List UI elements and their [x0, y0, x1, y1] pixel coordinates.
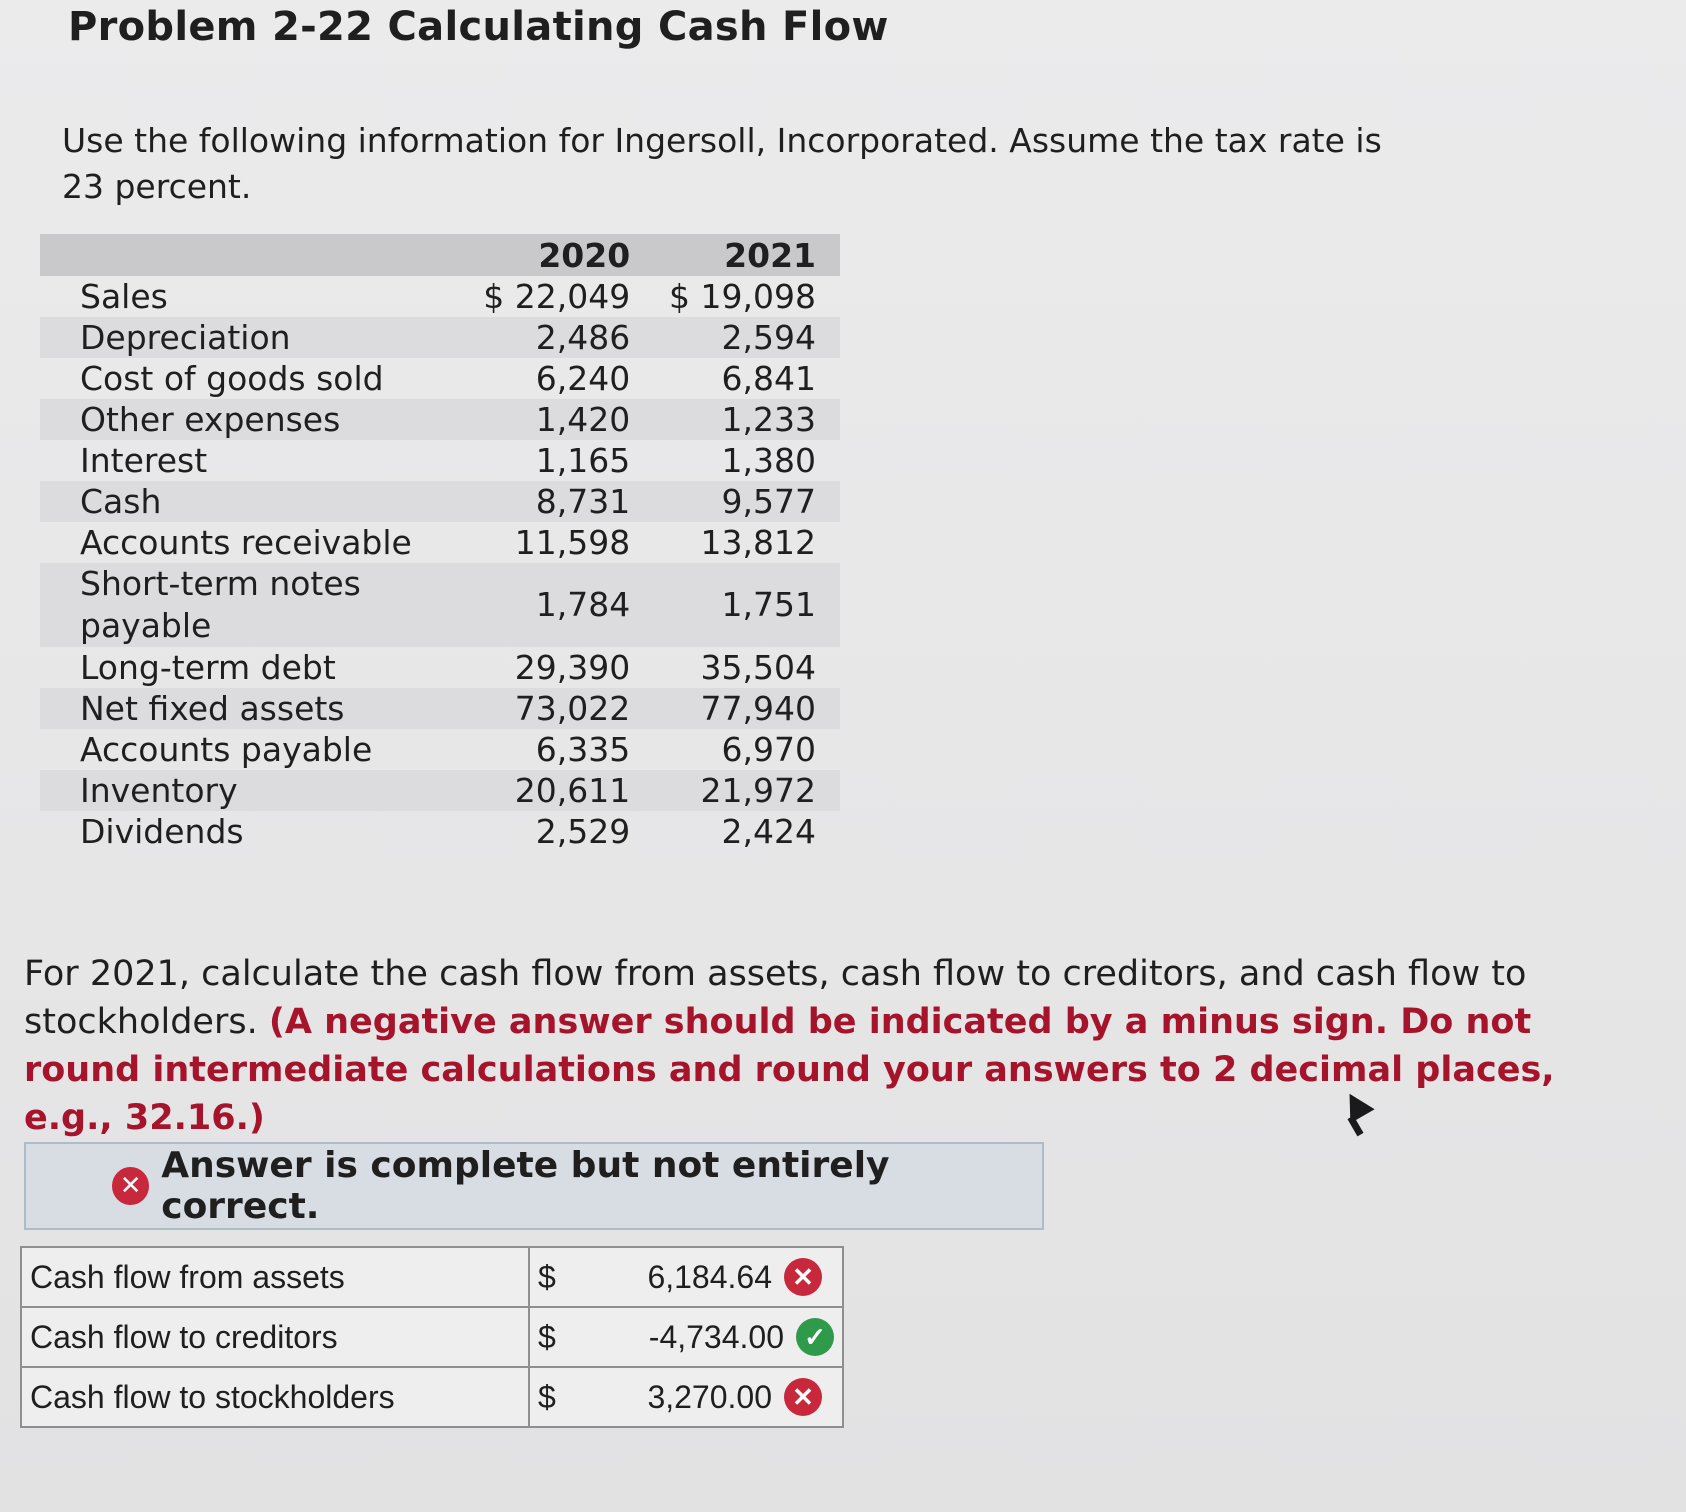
row-label: Cash: [40, 481, 468, 522]
value-2021: 2,424: [721, 812, 816, 851]
value-2021: 1,233: [654, 399, 840, 440]
table-header-2021: 2021: [654, 234, 840, 276]
answer-row: [21, 1307, 843, 1367]
value-2021: 1,380: [721, 441, 816, 480]
value-2020: 1,165: [535, 441, 631, 480]
row-label: Other expenses: [40, 399, 468, 440]
value-2021: 77,940: [654, 688, 840, 729]
table-header-2020: 2020: [468, 234, 654, 276]
value-2020: 6,335: [535, 730, 631, 769]
value-2020: 2,486: [468, 317, 654, 358]
value-2021: 9,577: [654, 481, 840, 522]
value-2020: 29,390: [514, 648, 631, 687]
row-label: Sales: [80, 277, 168, 316]
table-row: [40, 317, 840, 358]
page-title: Problem 2-22 Calculating Cash Flow: [68, 4, 889, 50]
row-label: Net fixed assets: [40, 688, 468, 729]
row-label: Dividends: [80, 812, 244, 851]
value-2020: 1,420: [468, 399, 654, 440]
table-row: [40, 729, 840, 770]
answer-input-cash-flow-to-creditors[interactable]: [529, 1307, 843, 1367]
table-row: [40, 811, 840, 852]
answer-label: Cash flow from assets: [21, 1247, 529, 1307]
row-label: Interest: [80, 441, 208, 480]
value-2021: 13,812: [700, 523, 816, 562]
x-circle-icon: ✕: [112, 1167, 149, 1205]
value-2020: 20,611: [468, 770, 654, 811]
currency-symbol: $: [538, 1258, 556, 1295]
value-2020: $ 22,049: [483, 277, 631, 316]
table-row: [40, 770, 840, 811]
question-instruction: (A negative answer should be indicated by a minus sign. Do not round intermediate calculations and round your answers to 2 decimal places, e.g., 32.16.): [24, 1002, 1555, 1138]
table-row: [40, 276, 840, 317]
answer-value: 6,184.64: [647, 1258, 772, 1295]
currency-symbol: $: [538, 1318, 556, 1355]
value-2021: 35,504: [700, 648, 816, 687]
answer-value: -4,734.00: [648, 1318, 784, 1355]
feedback-banner: [24, 1142, 1044, 1230]
row-label: Accounts receivable: [80, 523, 412, 562]
value-2021: 6,841: [721, 359, 816, 398]
table-row: [40, 481, 840, 522]
row-label: Cost of goods sold: [80, 359, 384, 398]
table-row: [40, 440, 840, 481]
answer-row: [21, 1247, 843, 1307]
value-2020: 8,731: [468, 481, 654, 522]
value-2021: 2,594: [654, 317, 840, 358]
row-label: Long-term debt: [80, 648, 336, 687]
question-prompt: For 2021, calculate the cash flow from assets, cash flow to creditors, and cash flow to stockholders.: [24, 954, 1527, 1042]
value-2021: 6,970: [721, 730, 816, 769]
financial-data-table: [40, 234, 840, 852]
value-2021: 21,972: [654, 770, 840, 811]
correct-check-icon: ✓: [796, 1318, 834, 1356]
table-row: [40, 399, 840, 440]
answer-input-cash-flow-to-stockholders[interactable]: [529, 1367, 843, 1427]
row-label: Accounts payable: [80, 730, 373, 769]
value-2020: 2,529: [535, 812, 631, 851]
row-label: Depreciation: [40, 317, 468, 358]
answer-value: 3,270.00: [647, 1378, 772, 1415]
incorrect-x-icon: ✕: [784, 1378, 822, 1416]
currency-symbol: $: [538, 1378, 556, 1415]
value-2021: 1,751: [654, 563, 840, 647]
table-row: [40, 688, 840, 729]
table-header-label: [40, 234, 468, 276]
row-label: Inventory: [40, 770, 468, 811]
problem-intro: Use the following information for Ingersoll, Incorporated. Assume the tax rate is 23 percent.: [62, 121, 1382, 206]
value-2020: 11,598: [514, 523, 631, 562]
table-header-row: [40, 234, 840, 276]
table-row: [40, 563, 840, 647]
feedback-message: Answer is complete but not entirely correct.: [161, 1145, 890, 1227]
answer-label: Cash flow to creditors: [21, 1307, 529, 1367]
value-2020: 73,022: [468, 688, 654, 729]
value-2020: 1,784: [468, 563, 654, 647]
answer-label: Cash flow to stockholders: [21, 1367, 529, 1427]
incorrect-x-icon: ✕: [784, 1258, 822, 1296]
table-row: [40, 647, 840, 688]
answer-input-cash-flow-from-assets[interactable]: [529, 1247, 843, 1307]
table-row: [40, 522, 840, 563]
value-2020: 6,240: [535, 359, 631, 398]
value-2021: $ 19,098: [669, 277, 816, 316]
question-text: [24, 950, 1564, 1142]
answer-row: [21, 1367, 843, 1427]
row-label: Short-term notes payable: [40, 563, 468, 647]
table-row: [40, 358, 840, 399]
answer-table: [20, 1246, 844, 1428]
